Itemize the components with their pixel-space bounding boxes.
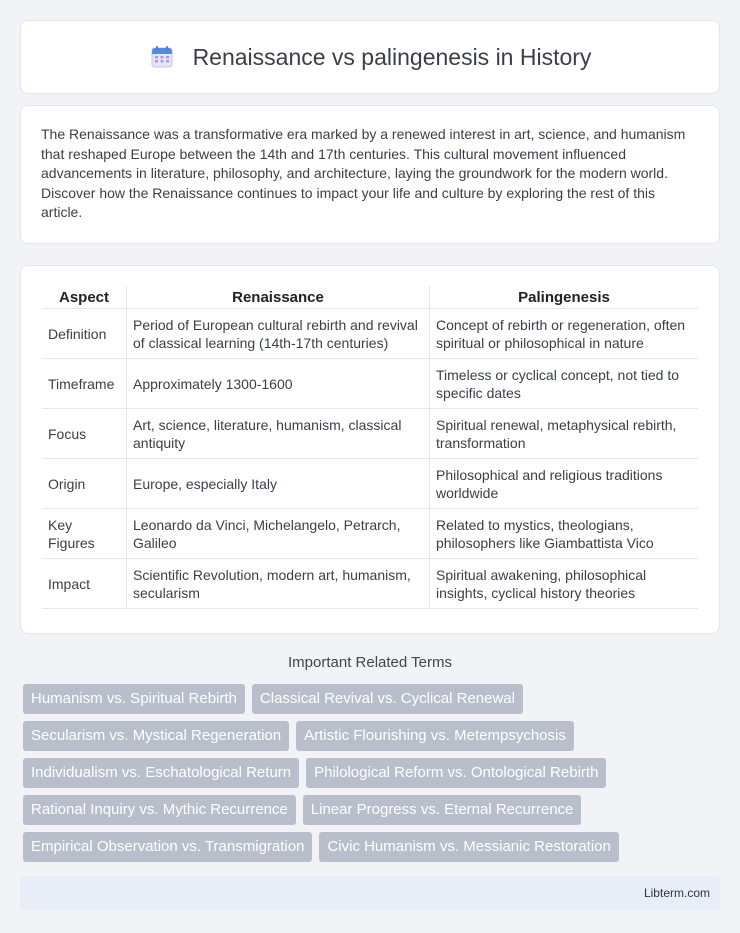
comparison-table [42, 286, 698, 609]
table-header-row [42, 286, 698, 309]
related-term-tag[interactable]: Artistic Flourishing vs. Metempsychosis [296, 721, 574, 751]
table-row [42, 509, 698, 559]
cell-aspect: Origin [42, 459, 126, 509]
related-term-tag[interactable]: Philological Reform vs. Ontological Rebirth [306, 758, 606, 788]
header-renaissance: Renaissance [126, 286, 429, 309]
intro-text: The Renaissance was a transformative era marked by a renewed interest in art, science, and humanism that reshaped Europe between the 14th and 17th centuries. This cultural movement influenced advancements in literature, philosophy, and architecture, laying the groundwork for the modern world. Discover how the Renaissance continues to impact your life and culture by exploring the rest of this article. [41, 126, 686, 221]
cell-aspect: Focus [42, 409, 126, 459]
table-row [42, 459, 698, 509]
header-card [20, 20, 720, 94]
cell-palingenesis: Spiritual awakening, philosophical insights, cyclical history theories [429, 559, 698, 609]
related-terms-title: Important Related Terms [288, 653, 452, 671]
cell-palingenesis: Related to mystics, theologians, philosophers like Giambattista Vico [429, 509, 698, 559]
footer-brand-link[interactable]: Libterm.com [643, 885, 710, 900]
cell-renaissance: Art, science, literature, humanism, classical antiquity [126, 409, 429, 459]
cell-renaissance: Europe, especially Italy [126, 459, 429, 509]
calendar-icon [149, 44, 175, 70]
cell-aspect: Key Figures [42, 509, 126, 559]
related-term-tag[interactable]: Civic Humanism vs. Messianic Restoration [319, 832, 618, 862]
table-row [42, 309, 698, 359]
cell-aspect: Impact [42, 559, 126, 609]
related-term-tag[interactable]: Classical Revival vs. Cyclical Renewal [252, 684, 523, 714]
header-aspect: Aspect [42, 286, 126, 309]
related-terms-list [0, 684, 740, 862]
table-row [42, 559, 698, 609]
intro-card [20, 105, 720, 244]
cell-palingenesis: Concept of rebirth or regeneration, often spiritual or philosophical in nature [429, 309, 698, 359]
related-term-tag[interactable]: Secularism vs. Mystical Regeneration [23, 721, 289, 751]
cell-palingenesis: Spiritual renewal, metaphysical rebirth, transformation [429, 409, 698, 459]
table-row [42, 359, 698, 409]
cell-palingenesis: Timeless or cyclical concept, not tied to specific dates [429, 359, 698, 409]
related-term-tag[interactable]: Rational Inquiry vs. Mythic Recurrence [23, 795, 296, 825]
related-term-tag[interactable]: Linear Progress vs. Eternal Recurrence [303, 795, 582, 825]
cell-renaissance: Leonardo da Vinci, Michelangelo, Petrarch, Galileo [126, 509, 429, 559]
comparison-card [20, 265, 720, 634]
table-row [42, 409, 698, 459]
cell-aspect: Timeframe [42, 359, 126, 409]
related-term-tag[interactable]: Humanism vs. Spiritual Rebirth [23, 684, 245, 714]
cell-palingenesis: Philosophical and religious traditions worldwide [429, 459, 698, 509]
cell-renaissance: Scientific Revolution, modern art, humanism, secularism [126, 559, 429, 609]
related-term-tag[interactable]: Empirical Observation vs. Transmigration [23, 832, 312, 862]
cell-aspect: Definition [42, 309, 126, 359]
header-palingenesis: Palingenesis [429, 286, 698, 309]
related-term-tag[interactable]: Individualism vs. Eschatological Return [23, 758, 299, 788]
cell-renaissance: Period of European cultural rebirth and revival of classical learning (14th-17th centuries) [126, 309, 429, 359]
footer [20, 876, 720, 910]
cell-renaissance: Approximately 1300-1600 [126, 359, 429, 409]
page-title: Renaissance vs palingenesis in History [192, 43, 592, 70]
